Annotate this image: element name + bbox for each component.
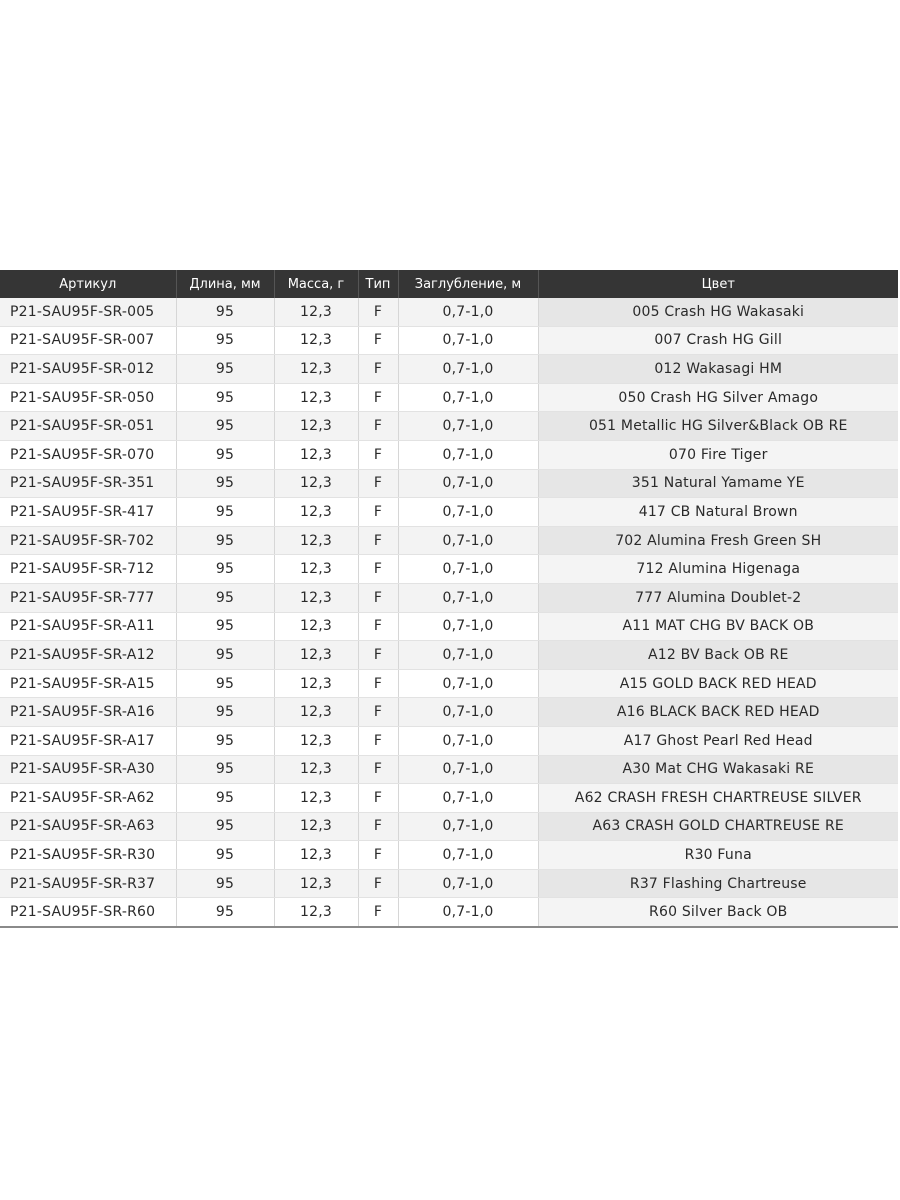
cell-type: F bbox=[358, 869, 398, 898]
cell-mass: 12,3 bbox=[274, 755, 358, 784]
cell-depth: 0,7-1,0 bbox=[398, 526, 538, 555]
cell-type: F bbox=[358, 555, 398, 584]
cell-type: F bbox=[358, 526, 398, 555]
cell-type: F bbox=[358, 298, 398, 326]
cell-article: P21-SAU95F-SR-007 bbox=[0, 326, 176, 355]
cell-length: 95 bbox=[176, 641, 274, 670]
cell-mass: 12,3 bbox=[274, 355, 358, 384]
cell-article: P21-SAU95F-SR-A15 bbox=[0, 669, 176, 698]
cell-mass: 12,3 bbox=[274, 440, 358, 469]
table-row bbox=[0, 612, 898, 641]
cell-length: 95 bbox=[176, 898, 274, 927]
cell-mass: 12,3 bbox=[274, 869, 358, 898]
cell-mass: 12,3 bbox=[274, 669, 358, 698]
cell-depth: 0,7-1,0 bbox=[398, 755, 538, 784]
cell-color: 051 Metallic HG Silver&Black OB RE bbox=[538, 412, 898, 441]
cell-article: P21-SAU95F-SR-R30 bbox=[0, 841, 176, 870]
cell-article: P21-SAU95F-SR-070 bbox=[0, 440, 176, 469]
header-mass: Масса, г bbox=[274, 270, 358, 298]
table-row bbox=[0, 326, 898, 355]
cell-type: F bbox=[358, 355, 398, 384]
cell-article: P21-SAU95F-SR-777 bbox=[0, 583, 176, 612]
cell-depth: 0,7-1,0 bbox=[398, 641, 538, 670]
cell-length: 95 bbox=[176, 583, 274, 612]
cell-type: F bbox=[358, 812, 398, 841]
table-row bbox=[0, 755, 898, 784]
cell-depth: 0,7-1,0 bbox=[398, 326, 538, 355]
header-article: Артикул bbox=[0, 270, 176, 298]
cell-length: 95 bbox=[176, 326, 274, 355]
cell-color: 050 Crash HG Silver Amago bbox=[538, 383, 898, 412]
cell-depth: 0,7-1,0 bbox=[398, 841, 538, 870]
header-length: Длина, мм bbox=[176, 270, 274, 298]
cell-article: P21-SAU95F-SR-050 bbox=[0, 383, 176, 412]
cell-color: 070 Fire Tiger bbox=[538, 440, 898, 469]
cell-depth: 0,7-1,0 bbox=[398, 498, 538, 527]
cell-type: F bbox=[358, 412, 398, 441]
table-row bbox=[0, 383, 898, 412]
table-header bbox=[0, 270, 898, 298]
cell-color: R60 Silver Back OB bbox=[538, 898, 898, 927]
cell-depth: 0,7-1,0 bbox=[398, 469, 538, 498]
cell-length: 95 bbox=[176, 755, 274, 784]
table-row bbox=[0, 412, 898, 441]
cell-article: P21-SAU95F-SR-A11 bbox=[0, 612, 176, 641]
table-header-row bbox=[0, 270, 898, 298]
cell-depth: 0,7-1,0 bbox=[398, 583, 538, 612]
cell-color: 012 Wakasagi HM bbox=[538, 355, 898, 384]
table-row bbox=[0, 641, 898, 670]
cell-article: P21-SAU95F-SR-005 bbox=[0, 298, 176, 326]
cell-mass: 12,3 bbox=[274, 383, 358, 412]
cell-color: A63 CRASH GOLD CHARTREUSE RE bbox=[538, 812, 898, 841]
table-row bbox=[0, 726, 898, 755]
cell-article: P21-SAU95F-SR-417 bbox=[0, 498, 176, 527]
cell-type: F bbox=[358, 583, 398, 612]
cell-mass: 12,3 bbox=[274, 583, 358, 612]
cell-length: 95 bbox=[176, 698, 274, 727]
cell-color: 417 CB Natural Brown bbox=[538, 498, 898, 527]
cell-mass: 12,3 bbox=[274, 412, 358, 441]
cell-article: P21-SAU95F-SR-A17 bbox=[0, 726, 176, 755]
cell-type: F bbox=[358, 784, 398, 813]
cell-mass: 12,3 bbox=[274, 812, 358, 841]
cell-type: F bbox=[358, 698, 398, 727]
cell-length: 95 bbox=[176, 355, 274, 384]
cell-depth: 0,7-1,0 bbox=[398, 555, 538, 584]
cell-length: 95 bbox=[176, 383, 274, 412]
cell-article: P21-SAU95F-SR-702 bbox=[0, 526, 176, 555]
cell-article: P21-SAU95F-SR-R37 bbox=[0, 869, 176, 898]
product-spec-table bbox=[0, 270, 898, 928]
cell-mass: 12,3 bbox=[274, 898, 358, 927]
cell-mass: 12,3 bbox=[274, 641, 358, 670]
cell-color: R30 Funa bbox=[538, 841, 898, 870]
cell-color: A62 CRASH FRESH CHARTREUSE SILVER bbox=[538, 784, 898, 813]
cell-article: P21-SAU95F-SR-A62 bbox=[0, 784, 176, 813]
cell-length: 95 bbox=[176, 612, 274, 641]
cell-color: 777 Alumina Doublet-2 bbox=[538, 583, 898, 612]
table-row bbox=[0, 669, 898, 698]
cell-depth: 0,7-1,0 bbox=[398, 669, 538, 698]
cell-color: R37 Flashing Chartreuse bbox=[538, 869, 898, 898]
cell-length: 95 bbox=[176, 784, 274, 813]
cell-depth: 0,7-1,0 bbox=[398, 726, 538, 755]
cell-type: F bbox=[358, 669, 398, 698]
cell-article: P21-SAU95F-SR-051 bbox=[0, 412, 176, 441]
cell-type: F bbox=[358, 898, 398, 927]
cell-length: 95 bbox=[176, 469, 274, 498]
cell-color: 702 Alumina Fresh Green SH bbox=[538, 526, 898, 555]
cell-article: P21-SAU95F-SR-012 bbox=[0, 355, 176, 384]
cell-depth: 0,7-1,0 bbox=[398, 612, 538, 641]
header-depth: Заглубление, м bbox=[398, 270, 538, 298]
table-row bbox=[0, 469, 898, 498]
cell-article: P21-SAU95F-SR-R60 bbox=[0, 898, 176, 927]
cell-depth: 0,7-1,0 bbox=[398, 383, 538, 412]
cell-length: 95 bbox=[176, 812, 274, 841]
cell-length: 95 bbox=[176, 841, 274, 870]
cell-mass: 12,3 bbox=[274, 298, 358, 326]
cell-length: 95 bbox=[176, 440, 274, 469]
table-row bbox=[0, 698, 898, 727]
cell-color: A30 Mat CHG Wakasaki RE bbox=[538, 755, 898, 784]
cell-depth: 0,7-1,0 bbox=[398, 298, 538, 326]
table-row bbox=[0, 784, 898, 813]
cell-length: 95 bbox=[176, 498, 274, 527]
cell-length: 95 bbox=[176, 412, 274, 441]
cell-mass: 12,3 bbox=[274, 726, 358, 755]
table-row bbox=[0, 440, 898, 469]
table-row bbox=[0, 812, 898, 841]
cell-article: P21-SAU95F-SR-A63 bbox=[0, 812, 176, 841]
cell-article: P21-SAU95F-SR-351 bbox=[0, 469, 176, 498]
cell-mass: 12,3 bbox=[274, 555, 358, 584]
cell-depth: 0,7-1,0 bbox=[398, 784, 538, 813]
cell-depth: 0,7-1,0 bbox=[398, 355, 538, 384]
header-type: Тип bbox=[358, 270, 398, 298]
cell-length: 95 bbox=[176, 526, 274, 555]
cell-type: F bbox=[358, 440, 398, 469]
cell-type: F bbox=[358, 469, 398, 498]
cell-depth: 0,7-1,0 bbox=[398, 898, 538, 927]
cell-color: A11 MAT CHG BV BACK OB bbox=[538, 612, 898, 641]
table-row bbox=[0, 869, 898, 898]
cell-mass: 12,3 bbox=[274, 326, 358, 355]
cell-color: A12 BV Back OB RE bbox=[538, 641, 898, 670]
cell-type: F bbox=[358, 841, 398, 870]
table-row bbox=[0, 355, 898, 384]
cell-mass: 12,3 bbox=[274, 498, 358, 527]
cell-color: A15 GOLD BACK RED HEAD bbox=[538, 669, 898, 698]
cell-length: 95 bbox=[176, 555, 274, 584]
cell-mass: 12,3 bbox=[274, 841, 358, 870]
table-row bbox=[0, 526, 898, 555]
cell-article: P21-SAU95F-SR-A30 bbox=[0, 755, 176, 784]
cell-color: 007 Crash HG Gill bbox=[538, 326, 898, 355]
table-row bbox=[0, 841, 898, 870]
cell-mass: 12,3 bbox=[274, 784, 358, 813]
cell-color: A17 Ghost Pearl Red Head bbox=[538, 726, 898, 755]
cell-mass: 12,3 bbox=[274, 469, 358, 498]
table-body bbox=[0, 298, 898, 927]
cell-depth: 0,7-1,0 bbox=[398, 412, 538, 441]
table-row bbox=[0, 298, 898, 326]
cell-color: A16 BLACK BACK RED HEAD bbox=[538, 698, 898, 727]
cell-depth: 0,7-1,0 bbox=[398, 812, 538, 841]
table-row bbox=[0, 583, 898, 612]
cell-article: P21-SAU95F-SR-712 bbox=[0, 555, 176, 584]
cell-color: 712 Alumina Higenaga bbox=[538, 555, 898, 584]
cell-mass: 12,3 bbox=[274, 698, 358, 727]
cell-depth: 0,7-1,0 bbox=[398, 440, 538, 469]
table-row bbox=[0, 498, 898, 527]
header-color: Цвет bbox=[538, 270, 898, 298]
cell-length: 95 bbox=[176, 726, 274, 755]
cell-type: F bbox=[358, 612, 398, 641]
cell-length: 95 bbox=[176, 869, 274, 898]
cell-type: F bbox=[358, 326, 398, 355]
cell-type: F bbox=[358, 498, 398, 527]
cell-color: 351 Natural Yamame YE bbox=[538, 469, 898, 498]
cell-length: 95 bbox=[176, 669, 274, 698]
cell-type: F bbox=[358, 726, 398, 755]
cell-type: F bbox=[358, 755, 398, 784]
table-row bbox=[0, 555, 898, 584]
table-row bbox=[0, 898, 898, 927]
cell-article: P21-SAU95F-SR-A16 bbox=[0, 698, 176, 727]
cell-length: 95 bbox=[176, 298, 274, 326]
cell-depth: 0,7-1,0 bbox=[398, 869, 538, 898]
cell-mass: 12,3 bbox=[274, 612, 358, 641]
cell-article: P21-SAU95F-SR-A12 bbox=[0, 641, 176, 670]
cell-depth: 0,7-1,0 bbox=[398, 698, 538, 727]
cell-type: F bbox=[358, 383, 398, 412]
cell-color: 005 Crash HG Wakasaki bbox=[538, 298, 898, 326]
cell-type: F bbox=[358, 641, 398, 670]
cell-mass: 12,3 bbox=[274, 526, 358, 555]
